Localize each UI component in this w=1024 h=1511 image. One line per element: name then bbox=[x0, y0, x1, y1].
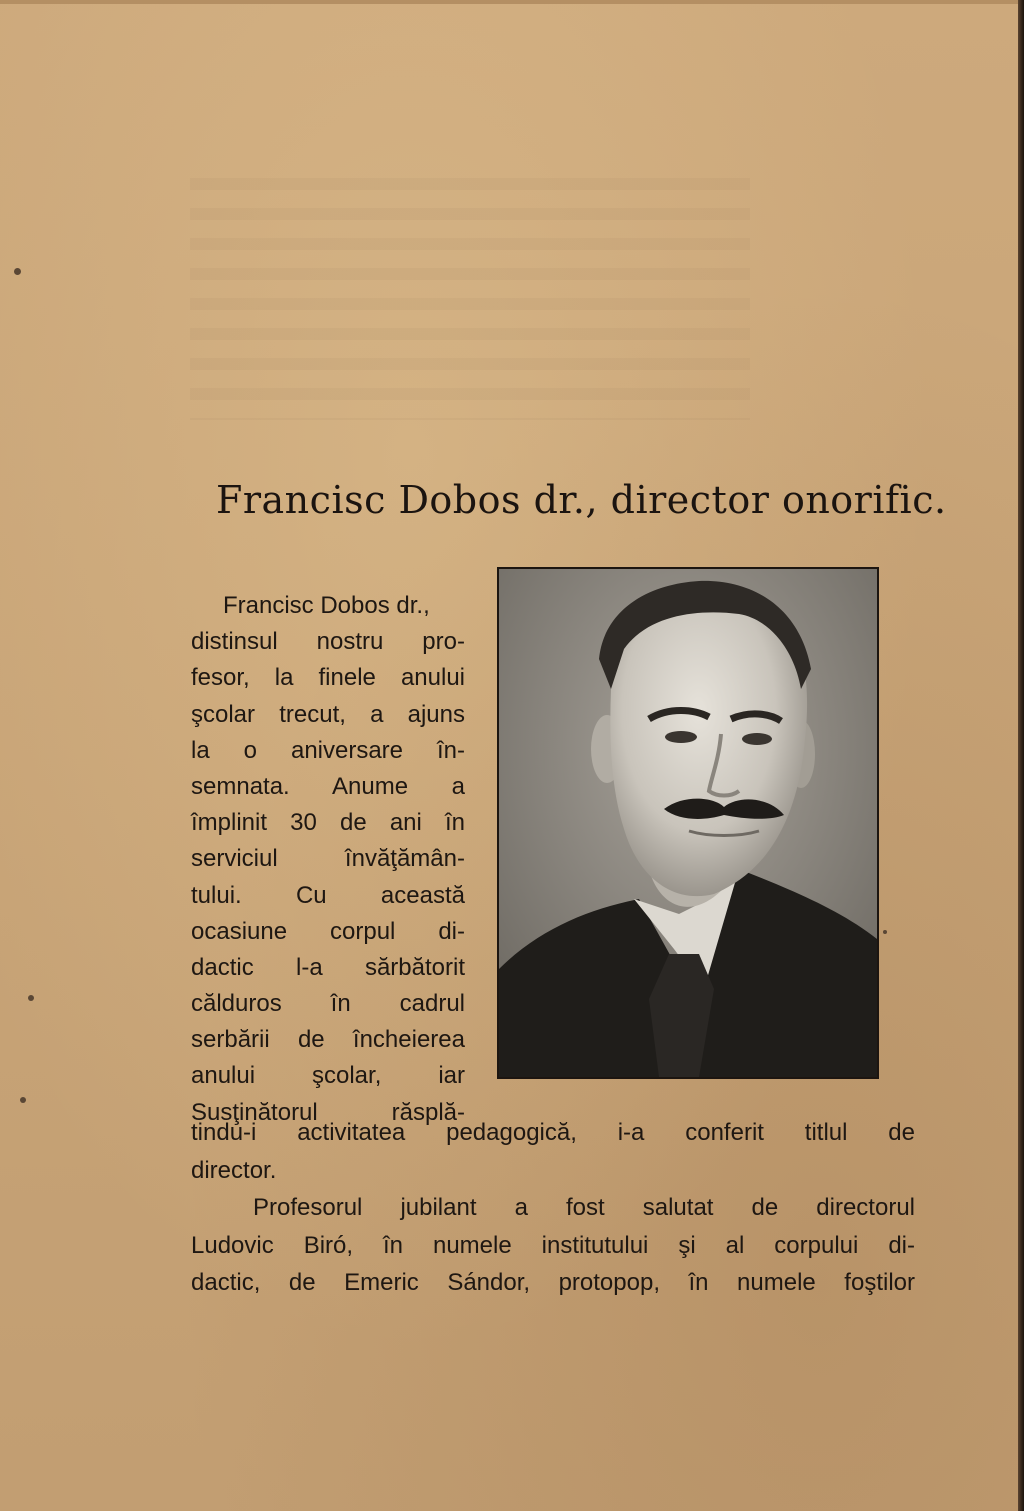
text-line: anului şcolar, iar bbox=[191, 1062, 465, 1090]
page-top-edge bbox=[0, 0, 1024, 4]
wrapped-paragraph bbox=[191, 588, 465, 1131]
text-line: director. bbox=[191, 1156, 277, 1184]
text-line: ocasiune corpul di- bbox=[191, 917, 465, 945]
full-width-paragraph bbox=[191, 1114, 915, 1302]
text-line: semnata. Anume a bbox=[191, 772, 465, 800]
page-right-edge bbox=[1018, 0, 1024, 1511]
portrait-photo bbox=[497, 567, 879, 1079]
text-line: dactic, de Emeric Sándor, protopop, în numele foştilor bbox=[191, 1269, 915, 1296]
text-line: distinsul nostru pro- bbox=[191, 628, 465, 656]
paper-speck bbox=[883, 930, 887, 934]
bleed-through-texture bbox=[190, 160, 750, 420]
article-title: Francisc Dobos dr., director onorific. bbox=[216, 478, 947, 522]
text-line: fesor, la finele anului bbox=[191, 664, 465, 692]
portrait-image bbox=[499, 569, 877, 1077]
paper-speck bbox=[20, 1097, 26, 1103]
text-line: împlinit 30 de ani în bbox=[191, 809, 465, 837]
text-line: dactic l-a sărbătorit bbox=[191, 953, 465, 981]
text-line: serviciul învăţămân- bbox=[191, 845, 465, 873]
text-line: serbării de încheierea bbox=[191, 1026, 465, 1054]
text-line: Francisc Dobos dr., bbox=[223, 592, 430, 619]
text-line: tindu-i activitatea pedagogică, i-a conferit titlul de bbox=[191, 1119, 915, 1146]
text-line: şcolar trecut, a ajuns bbox=[191, 700, 465, 728]
text-line: Profesorul jubilant a fost salutat de directorul bbox=[253, 1194, 915, 1221]
text-line: tului. Cu această bbox=[191, 881, 465, 909]
text-line: călduros în cadrul bbox=[191, 990, 465, 1018]
paper-speck bbox=[14, 268, 21, 275]
paper-speck bbox=[28, 995, 34, 1001]
text-line: Ludovic Biró, în numele institutului şi al corpului di- bbox=[191, 1231, 915, 1259]
text-line: Susţinătorul răsplă- bbox=[191, 1098, 465, 1126]
text-line: la o aniversare în- bbox=[191, 736, 465, 764]
